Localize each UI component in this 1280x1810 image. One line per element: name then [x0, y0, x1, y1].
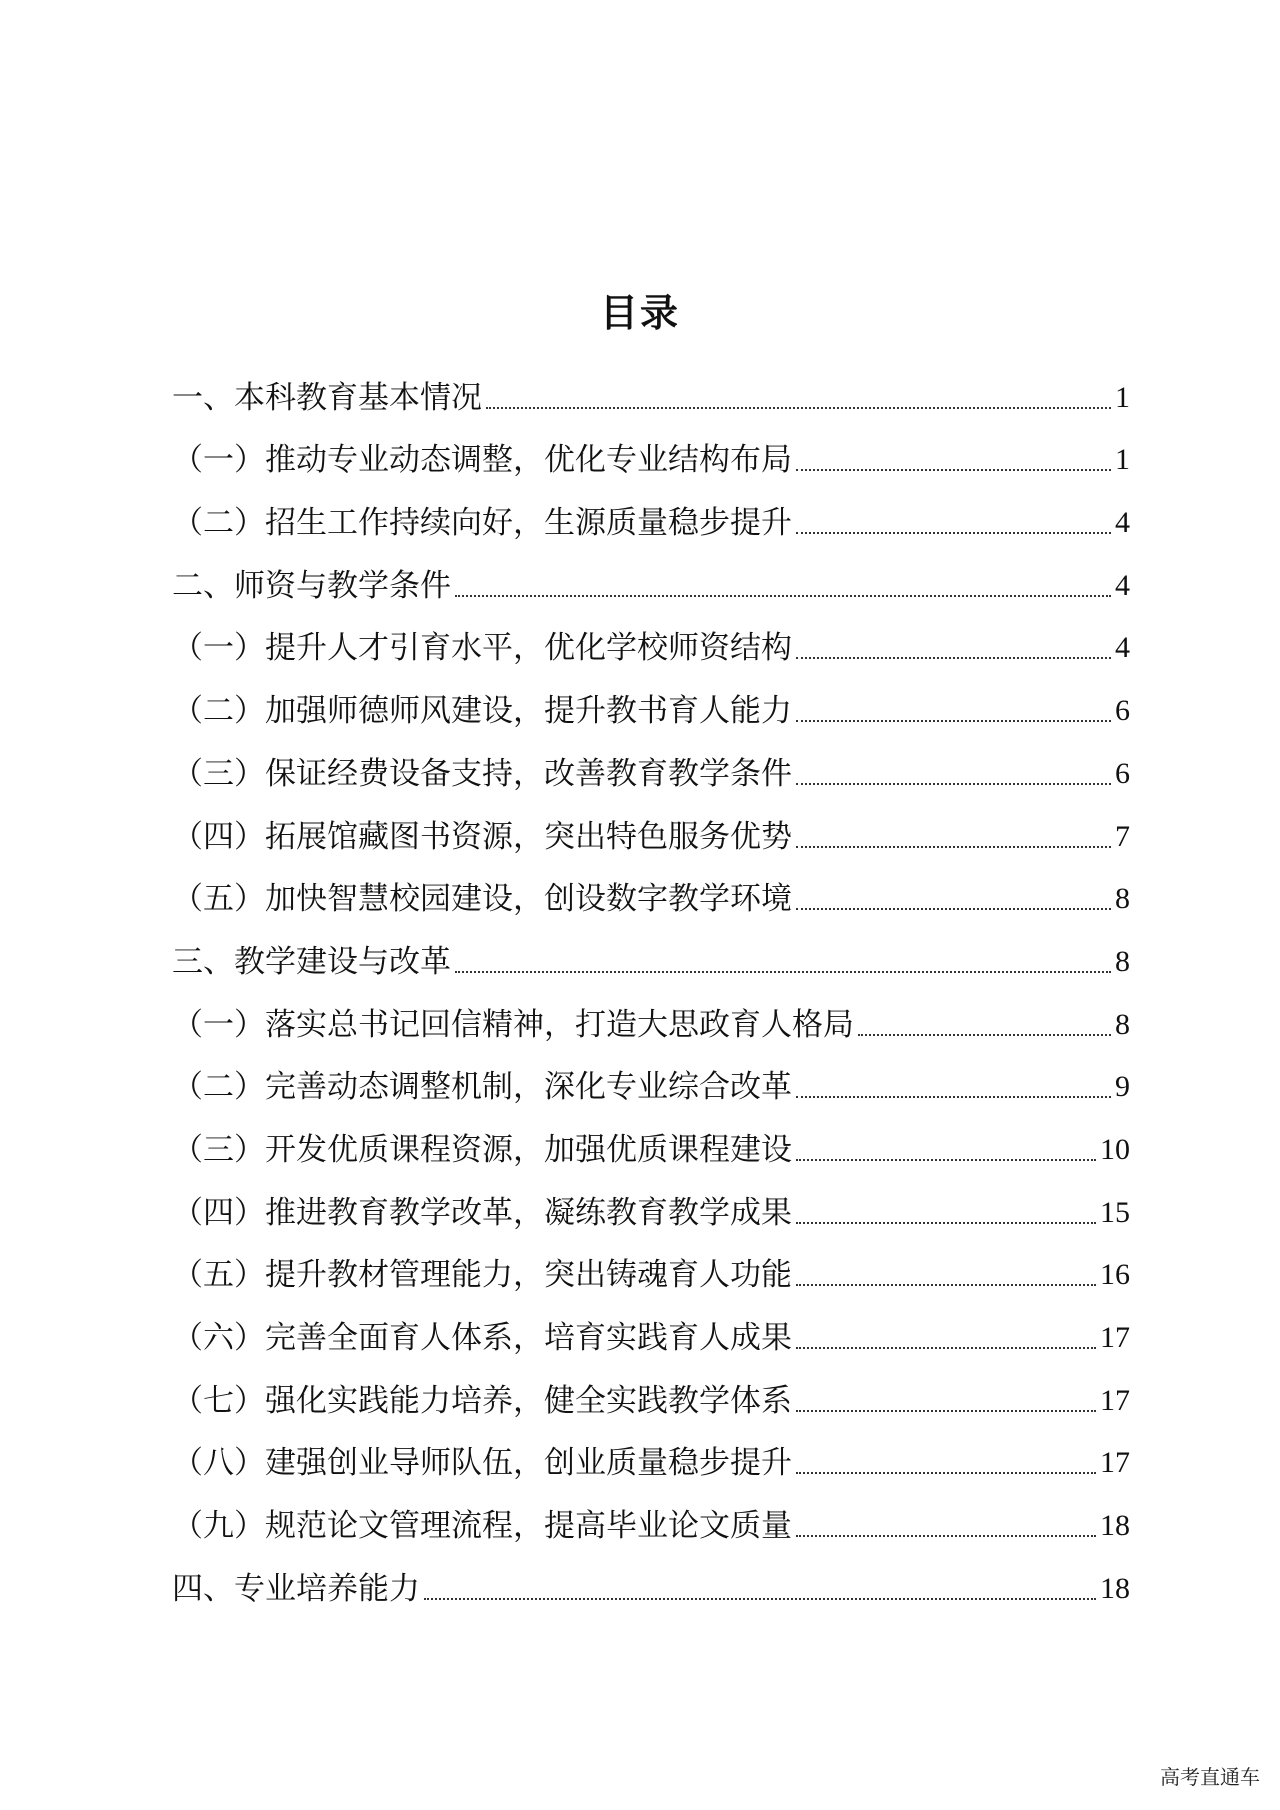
toc-entry-page: 17 — [1100, 1321, 1130, 1354]
dot-leader — [796, 532, 1111, 534]
toc-entry-label: （七）强化实践能力培养，健全实践教学体系 — [172, 1382, 792, 1419]
toc-entry-page: 4 — [1115, 631, 1130, 665]
dot-leader — [796, 1535, 1096, 1537]
dot-leader — [796, 846, 1111, 848]
toc-entry-page: 16 — [1100, 1258, 1130, 1292]
toc-entry-label: 三、教学建设与改革 — [172, 943, 451, 980]
toc-entry[interactable] — [172, 1233, 1130, 1296]
dot-leader — [796, 1222, 1096, 1224]
toc-entry[interactable] — [172, 1295, 1130, 1358]
dot-leader — [796, 1284, 1096, 1286]
toc-entry-page: 18 — [1100, 1509, 1130, 1543]
toc-entry[interactable] — [172, 731, 1130, 794]
dot-leader — [796, 469, 1111, 471]
toc-entry-page: 4 — [1115, 568, 1130, 602]
toc-entry-label: （九）规范论文管理流程，提高毕业论文质量 — [172, 1508, 792, 1545]
dot-leader — [796, 1472, 1096, 1474]
toc-entry[interactable] — [172, 982, 1130, 1045]
toc-entry[interactable] — [172, 480, 1130, 543]
toc-entry-label: （二）完善动态调整机制，深化专业综合改革 — [172, 1069, 792, 1106]
dot-leader — [455, 595, 1111, 597]
toc-entry[interactable] — [172, 794, 1130, 857]
dot-leader — [796, 720, 1111, 722]
toc-entry-page: 1 — [1115, 443, 1130, 477]
toc-entry[interactable] — [172, 1421, 1130, 1484]
toc-entry-page: 7 — [1115, 819, 1130, 853]
dot-leader — [424, 1598, 1096, 1600]
toc-entry-label: （一）落实总书记回信精神，打造大思政育人格局 — [172, 1006, 854, 1043]
toc-entry-label: （三）开发优质课程资源，加强优质课程建设 — [172, 1131, 792, 1168]
toc-entry-page: 8 — [1115, 1007, 1130, 1041]
toc-entry[interactable] — [172, 606, 1130, 669]
dot-leader — [486, 407, 1111, 409]
toc-entry-label: （五）加快智慧校园建设，创设数字教学环境 — [172, 881, 792, 918]
toc-entry-label: （五）提升教材管理能力，突出铸魂育人功能 — [172, 1257, 792, 1294]
toc-entry[interactable] — [172, 1483, 1130, 1546]
toc-entry[interactable] — [172, 418, 1130, 481]
toc-entry-label: （二）招生工作持续向好，生源质量稳步提升 — [172, 505, 792, 542]
table-of-contents — [172, 355, 1130, 1609]
toc-entry-label: （一）提升人才引育水平，优化学校师资结构 — [172, 630, 792, 667]
toc-entry-page: 18 — [1100, 1571, 1130, 1605]
toc-entry-label: （八）建强创业导师队伍，创业质量稳步提升 — [172, 1445, 792, 1482]
toc-entry[interactable] — [172, 1546, 1130, 1609]
toc-entry-label: 二、师资与教学条件 — [172, 567, 451, 604]
toc-entry[interactable] — [172, 857, 1130, 920]
toc-entry-label: 一、本科教育基本情况 — [172, 379, 482, 416]
page-title: 目录 — [599, 291, 680, 335]
toc-entry[interactable] — [172, 543, 1130, 606]
toc-entry-page: 17 — [1100, 1446, 1130, 1480]
toc-entry-label: （三）保证经费设备支持，改善教育教学条件 — [172, 755, 792, 792]
toc-entry-label: （一）推动专业动态调整，优化专业结构布局 — [172, 442, 792, 479]
toc-entry[interactable] — [172, 1045, 1130, 1108]
toc-entry-page: 6 — [1115, 756, 1130, 790]
toc-entry[interactable] — [172, 1358, 1130, 1421]
toc-entry-label: （二）加强师德师风建设，提升教书育人能力 — [172, 693, 792, 730]
toc-entry-page: 4 — [1115, 506, 1130, 540]
toc-entry[interactable] — [172, 668, 1130, 731]
toc-entry-page: 1 — [1115, 380, 1130, 414]
toc-entry[interactable] — [172, 1107, 1130, 1170]
toc-entry-page: 15 — [1100, 1195, 1130, 1229]
toc-entry[interactable] — [172, 1170, 1130, 1233]
dot-leader — [796, 1159, 1096, 1161]
dot-leader — [858, 1034, 1111, 1036]
toc-entry-label: （六）完善全面育人体系，培育实践育人成果 — [172, 1320, 792, 1356]
toc-entry-page: 8 — [1115, 944, 1130, 978]
toc-entry-label: 四、专业培养能力 — [172, 1570, 420, 1607]
dot-leader — [796, 1096, 1111, 1098]
toc-entry-page: 17 — [1100, 1383, 1130, 1417]
toc-entry[interactable] — [172, 355, 1130, 418]
toc-entry-page: 6 — [1115, 694, 1130, 728]
toc-entry-label: （四）推进教育教学改革，凝练教育教学成果 — [172, 1194, 792, 1231]
toc-entry-page: 10 — [1100, 1132, 1130, 1166]
toc-entry[interactable] — [172, 919, 1130, 982]
dot-leader — [796, 1410, 1096, 1412]
toc-entry-label: （四）拓展馆藏图书资源，突出特色服务优势 — [172, 818, 792, 855]
watermark: 高考直通车 — [1160, 1765, 1260, 1789]
toc-entry-page: 8 — [1115, 882, 1130, 916]
dot-leader — [796, 783, 1111, 785]
dot-leader — [796, 1347, 1096, 1349]
toc-entry-page: 9 — [1115, 1070, 1130, 1104]
dot-leader — [455, 971, 1111, 973]
dot-leader — [796, 657, 1111, 659]
dot-leader — [796, 908, 1111, 910]
